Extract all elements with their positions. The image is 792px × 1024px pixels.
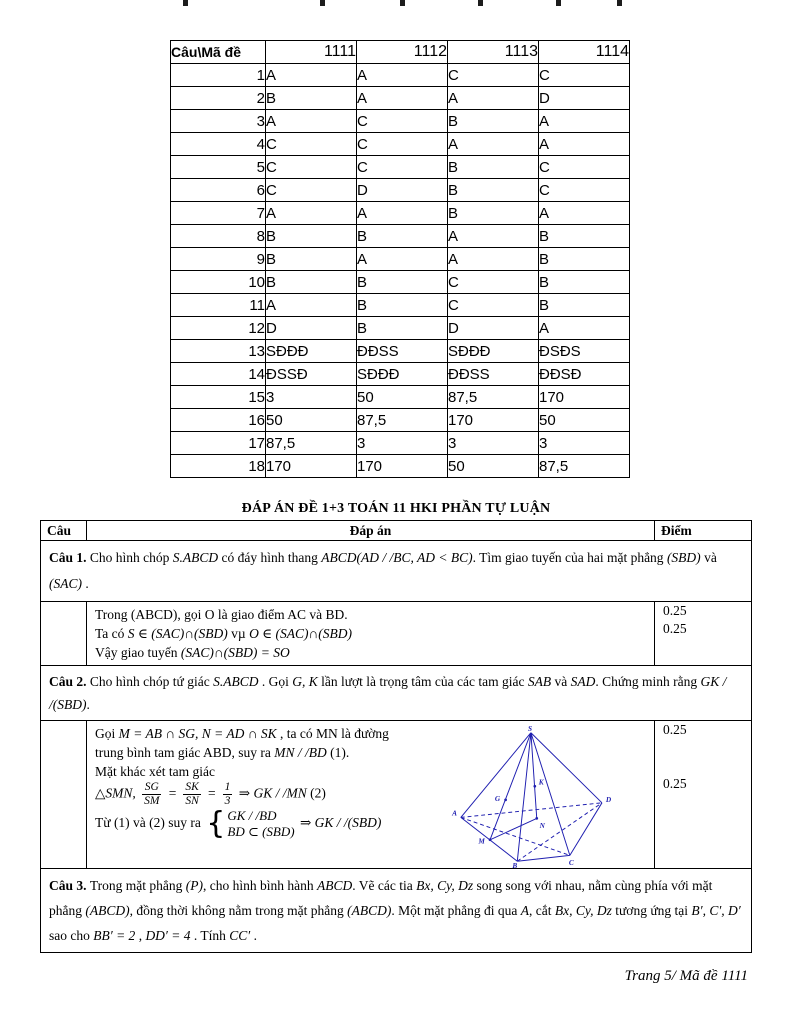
answer-cell: SĐĐĐ: [448, 340, 539, 363]
answer-table-row: [171, 455, 630, 478]
solution-line: [95, 808, 495, 840]
text-segment: M = AB ∩ SG, N = AD ∩ SK: [118, 726, 277, 741]
answer-table-row: [171, 202, 630, 225]
answer-cell: B: [448, 110, 539, 133]
text-segment: .: [82, 576, 89, 591]
question-number-cell: 15: [171, 386, 266, 409]
points-value: 0.25: [663, 776, 687, 791]
point-label-m: M: [478, 836, 485, 846]
answer-cell: C: [357, 133, 448, 156]
answer-table-header-row: [171, 41, 630, 64]
text-segment: Trong (ABCD), gọi O là giao điểm AC và BD.: [95, 607, 348, 622]
answer-cell: A: [448, 133, 539, 156]
text-segment: có đáy hình thang: [218, 550, 322, 565]
answer-cell: 3: [266, 386, 357, 409]
question-number-cell: 1: [171, 64, 266, 87]
cau2-solution-cell: [87, 721, 655, 869]
answer-cell: 50: [266, 409, 357, 432]
cau2-solution-text: [95, 724, 495, 840]
clipped-text-fragment: [400, 0, 405, 6]
text-segment: (SAC)∩(SBD) = SO: [180, 645, 290, 660]
text-segment: SAB: [527, 674, 552, 689]
points-value: 0.25: [663, 621, 687, 636]
answer-cell: C: [266, 133, 357, 156]
answer-cell: SĐĐĐ: [357, 363, 448, 386]
point-label-k: K: [538, 777, 544, 787]
answer-cell: B: [266, 271, 357, 294]
text-segment: Vậy giao tuyến: [95, 645, 181, 660]
cases-line: GK / /BD: [227, 808, 277, 823]
solution-table: [40, 520, 752, 953]
cau1-question-text: [41, 541, 752, 602]
text-segment: , ta có MN là đường: [276, 726, 389, 741]
text-segment: . Một mặt phẳng đi qua: [391, 903, 521, 918]
exam-code-header: 1113: [448, 41, 539, 64]
answer-cell: ĐSSĐ: [266, 363, 357, 386]
cau2-points-cell: [655, 721, 752, 869]
answer-cell: C: [539, 64, 630, 87]
vertex-label-d: D: [605, 794, 612, 804]
cases-stack: [227, 808, 294, 840]
question-number-cell: 11: [171, 294, 266, 317]
answer-cell: 50: [539, 409, 630, 432]
clipped-text-fragment: [556, 0, 561, 6]
answer-cell: A: [266, 110, 357, 133]
answer-table-row: [171, 248, 630, 271]
answer-cell: B: [539, 248, 630, 271]
clipped-text-fragment: [320, 0, 325, 6]
answer-cell: A: [448, 225, 539, 248]
pyramid-diagram: [446, 723, 646, 869]
text-segment: . Vẽ các tia: [352, 878, 417, 893]
text-segment: Trong mặt phẳng: [89, 878, 186, 893]
answer-table-row: [171, 386, 630, 409]
text-segment: (2): [306, 785, 326, 801]
text-segment: (SBD): [666, 550, 701, 565]
column-header-dap-an: Đáp án: [87, 521, 655, 541]
answer-cell: 87,5: [539, 455, 630, 478]
text-segment: G, K: [292, 674, 318, 689]
answer-key-table: [170, 40, 630, 478]
solution-line: [95, 781, 495, 808]
answer-cell: 50: [357, 386, 448, 409]
text-segment: . Tìm giao tuyến của hai mặt phẳng: [472, 550, 667, 565]
question-number-cell: 12: [171, 317, 266, 340]
fraction-denominator: 3: [224, 795, 231, 807]
answer-cell: ĐSĐS: [539, 340, 630, 363]
vertex-label-s: S: [527, 723, 533, 733]
answer-cell: B: [539, 225, 630, 248]
cau1-solution-row: [41, 602, 752, 666]
answer-cell: D: [266, 317, 357, 340]
answer-cell: A: [448, 248, 539, 271]
question-number-cell: 5: [171, 156, 266, 179]
cau2-solution-row: [41, 721, 752, 869]
text-segment: (ABCD): [85, 903, 130, 918]
answer-cell: 170: [539, 386, 630, 409]
text-segment: =: [164, 785, 181, 801]
text-segment: sao cho: [49, 928, 94, 943]
clipped-text-fragment: [183, 0, 188, 6]
text-segment: . Tính: [190, 928, 230, 943]
text-segment: SAD: [570, 674, 596, 689]
text-segment: (1).: [326, 745, 350, 760]
clipped-text-fragment: [617, 0, 622, 6]
answer-table-row: [171, 225, 630, 248]
answer-cell: 3: [357, 432, 448, 455]
text-segment: ABCD: [317, 878, 353, 893]
text-segment: S.ABCD: [213, 674, 259, 689]
text-segment: , cắt: [528, 903, 555, 918]
answer-cell: A: [539, 317, 630, 340]
answer-table-row: [171, 179, 630, 202]
cau1-empty-cell: [41, 602, 87, 666]
answer-table-row: [171, 64, 630, 87]
answer-cell: C: [448, 64, 539, 87]
clipped-text-fragment: [478, 0, 483, 6]
answer-cell: B: [266, 87, 357, 110]
answer-table-row: [171, 87, 630, 110]
answer-table-row: [171, 271, 630, 294]
text-segment: tương ứng tại: [611, 903, 692, 918]
text-segment: , cho hình bình hành: [203, 878, 318, 893]
question-number-cell: 6: [171, 179, 266, 202]
text-segment: Cho hình chóp tứ giác: [89, 674, 214, 689]
question-number-cell: 14: [171, 363, 266, 386]
text-segment: =: [203, 785, 220, 801]
answer-cell: ĐĐSS: [448, 363, 539, 386]
fraction-numerator: SK: [185, 781, 199, 793]
cau1-question-row: [41, 541, 752, 602]
answer-table-row: [171, 110, 630, 133]
answer-cell: 3: [448, 432, 539, 455]
answer-cell: B: [539, 271, 630, 294]
answer-cell: 87,5: [357, 409, 448, 432]
answer-table-row: [171, 317, 630, 340]
fraction: [183, 781, 200, 808]
text-segment: và: [700, 550, 717, 565]
point-n-dot: [535, 817, 538, 820]
answer-cell: C: [448, 271, 539, 294]
answer-cell: 170: [357, 455, 448, 478]
text-segment: ABCD(AD / /BC, AD < BC): [321, 550, 473, 565]
answer-cell: B: [539, 294, 630, 317]
answer-cell: B: [448, 156, 539, 179]
cau2-question-row: [41, 666, 752, 721]
text-segment: vµ: [227, 626, 250, 641]
text-segment: A: [520, 903, 529, 918]
question-number-cell: 13: [171, 340, 266, 363]
cau2-question-text: [41, 666, 752, 721]
text-segment: .: [86, 697, 90, 712]
text-segment: Bx, Cy, Dz: [416, 878, 474, 893]
solution-header-row: [41, 521, 752, 541]
answer-cell: A: [448, 87, 539, 110]
cau1-solution-text: [87, 602, 655, 666]
answer-cell: B: [357, 294, 448, 317]
left-brace-glyph: {: [206, 806, 226, 841]
answer-cell: A: [266, 294, 357, 317]
text-segment: GK / /(SBD): [49, 674, 727, 712]
fraction-numerator: SG: [142, 781, 161, 795]
answer-cell: D: [539, 87, 630, 110]
section-title: ĐÁP ÁN ĐỀ 1+3 TOÁN 11 HKI PHẦN TỰ LUẬN: [241, 501, 551, 516]
text-segment: . Chứng minh rằng: [595, 674, 701, 689]
answer-cell: C: [357, 110, 448, 133]
answer-cell: C: [266, 156, 357, 179]
text-segment: B′, C′, D′: [691, 903, 741, 918]
answer-cell: B: [448, 179, 539, 202]
question-number-cell: 4: [171, 133, 266, 156]
point-label-n: N: [539, 821, 545, 831]
text-segment: S ∈ (SAC)∩(SBD): [127, 626, 228, 641]
cau2-empty-cell: [41, 721, 87, 869]
fraction-denominator: SN: [185, 795, 199, 807]
text-segment: .: [250, 928, 257, 943]
text-segment: O ∈ (SAC)∩(SBD): [249, 626, 353, 641]
text-segment: Gọi: [95, 726, 119, 741]
answer-cell: C: [448, 294, 539, 317]
answer-table-row: [171, 294, 630, 317]
text-segment: ⇒ GK / /(SBD): [296, 815, 382, 831]
text-segment: △SMN,: [95, 785, 140, 801]
text-segment: , đồng thời không nằm trong mặt phẳng: [129, 903, 348, 918]
answer-cell: C: [539, 179, 630, 202]
answer-cell: A: [357, 202, 448, 225]
answer-cell: ĐĐSS: [357, 340, 448, 363]
cau3-question-text: [41, 869, 752, 953]
answer-cell: A: [539, 110, 630, 133]
answer-cell: B: [357, 225, 448, 248]
cau3-question-row: [41, 869, 752, 953]
answer-cell: A: [539, 133, 630, 156]
question-number-cell: 7: [171, 202, 266, 225]
answer-table-row: [171, 340, 630, 363]
solution-line: [95, 643, 646, 662]
answer-table-row: [171, 363, 630, 386]
text-segment: và: [551, 674, 571, 689]
text-segment: BB′ = 2: [93, 928, 136, 943]
question-number-cell: 18: [171, 455, 266, 478]
question-number-cell: 16: [171, 409, 266, 432]
text-segment: CC′: [229, 928, 251, 943]
answer-cell: SĐĐĐ: [266, 340, 357, 363]
text-segment: (P): [185, 878, 204, 893]
answer-table-row: [171, 409, 630, 432]
text-segment: Cho hình chóp: [89, 550, 173, 565]
answer-table-row: [171, 156, 630, 179]
cau1-points-cell: [655, 602, 752, 666]
fraction-numerator: 1: [224, 781, 231, 793]
question-number-cell: 8: [171, 225, 266, 248]
text-segment: Ta có: [95, 626, 128, 641]
point-label-g: G: [494, 793, 501, 803]
answer-cell: B: [266, 248, 357, 271]
question-number-cell: 3: [171, 110, 266, 133]
answer-cell: A: [357, 64, 448, 87]
corner-header: Câu\Mã đề: [171, 41, 266, 64]
fraction: [223, 781, 233, 808]
text-segment: Câu 2.: [49, 674, 90, 689]
vertex-label-a: A: [452, 808, 457, 818]
text-segment: Mặt khác xét tam giác: [95, 764, 215, 779]
question-number-cell: 2: [171, 87, 266, 110]
text-segment: (SAC): [49, 576, 82, 591]
text-segment: Câu 3.: [49, 878, 90, 893]
exam-code-header: 1112: [357, 41, 448, 64]
column-header-diem: Điểm: [655, 521, 752, 541]
text-segment: S.ABCD: [172, 550, 219, 565]
answer-cell: ĐĐSĐ: [539, 363, 630, 386]
answer-cell: 170: [448, 409, 539, 432]
answer-cell: C: [357, 156, 448, 179]
answer-cell: A: [539, 202, 630, 225]
fraction: [142, 781, 161, 808]
solution-line: [95, 743, 495, 762]
answer-cell: C: [266, 179, 357, 202]
solution-line: [95, 762, 495, 781]
text-segment: trung bình tam giác ABD, suy ra: [95, 745, 275, 760]
pyramid-dashed-edges: [461, 803, 602, 861]
text-segment: Câu 1.: [49, 550, 90, 565]
text-segment: MN / /BD: [274, 745, 327, 760]
answer-cell: 3: [539, 432, 630, 455]
answer-table-row: [171, 432, 630, 455]
page-footer: Trang 5/ Mã đề 1111: [624, 968, 748, 984]
exam-code-header: 1114: [539, 41, 630, 64]
text-segment: (ABCD): [347, 903, 392, 918]
fraction-denominator: SM: [144, 795, 160, 807]
solution-line: [95, 605, 646, 624]
answer-table-body: [171, 64, 630, 478]
vertex-label-c: C: [568, 858, 574, 868]
answer-cell: B: [357, 317, 448, 340]
text-segment: ,: [135, 928, 146, 943]
question-number-cell: 10: [171, 271, 266, 294]
answer-table-row: [171, 133, 630, 156]
answer-cell: B: [357, 271, 448, 294]
answer-cell: C: [539, 156, 630, 179]
point-m-dot: [489, 838, 492, 841]
text-segment: lần lượt là trọng tâm của các tam giác: [317, 674, 528, 689]
point-k-dot: [533, 785, 536, 788]
question-number-cell: 9: [171, 248, 266, 271]
answer-cell: A: [357, 87, 448, 110]
answer-cell: D: [448, 317, 539, 340]
points-value: 0.25: [663, 603, 687, 618]
vertex-label-b: B: [512, 861, 518, 869]
answer-cell: A: [266, 202, 357, 225]
answer-cell: D: [357, 179, 448, 202]
exam-code-header: 1111: [266, 41, 357, 64]
cases-line: BD ⊂ (SBD): [227, 824, 295, 839]
answer-cell: B: [266, 225, 357, 248]
answer-cell: B: [448, 202, 539, 225]
text-segment: ⇒ GK / /MN: [235, 785, 307, 801]
answer-cell: A: [266, 64, 357, 87]
text-segment: DD′ = 4: [145, 928, 191, 943]
answer-cell: 87,5: [266, 432, 357, 455]
answer-cell: 87,5: [448, 386, 539, 409]
text-segment: song song với nhau, nằm cùng phía với mặt phẳng: [49, 878, 713, 918]
point-g-dot: [504, 799, 507, 802]
column-header-cau: Câu: [41, 521, 87, 541]
text-segment: . Gọi: [258, 674, 293, 689]
question-number-cell: 17: [171, 432, 266, 455]
answer-cell: A: [357, 248, 448, 271]
solution-line: [95, 624, 646, 643]
answer-cell: 50: [448, 455, 539, 478]
text-segment: Từ (1) và (2) suy ra: [95, 815, 205, 831]
answer-cell: 170: [266, 455, 357, 478]
solution-line: [95, 724, 495, 743]
points-value: 0.25: [663, 722, 687, 737]
cases-group: [206, 808, 294, 840]
text-segment: Bx, Cy, Dz: [554, 903, 612, 918]
